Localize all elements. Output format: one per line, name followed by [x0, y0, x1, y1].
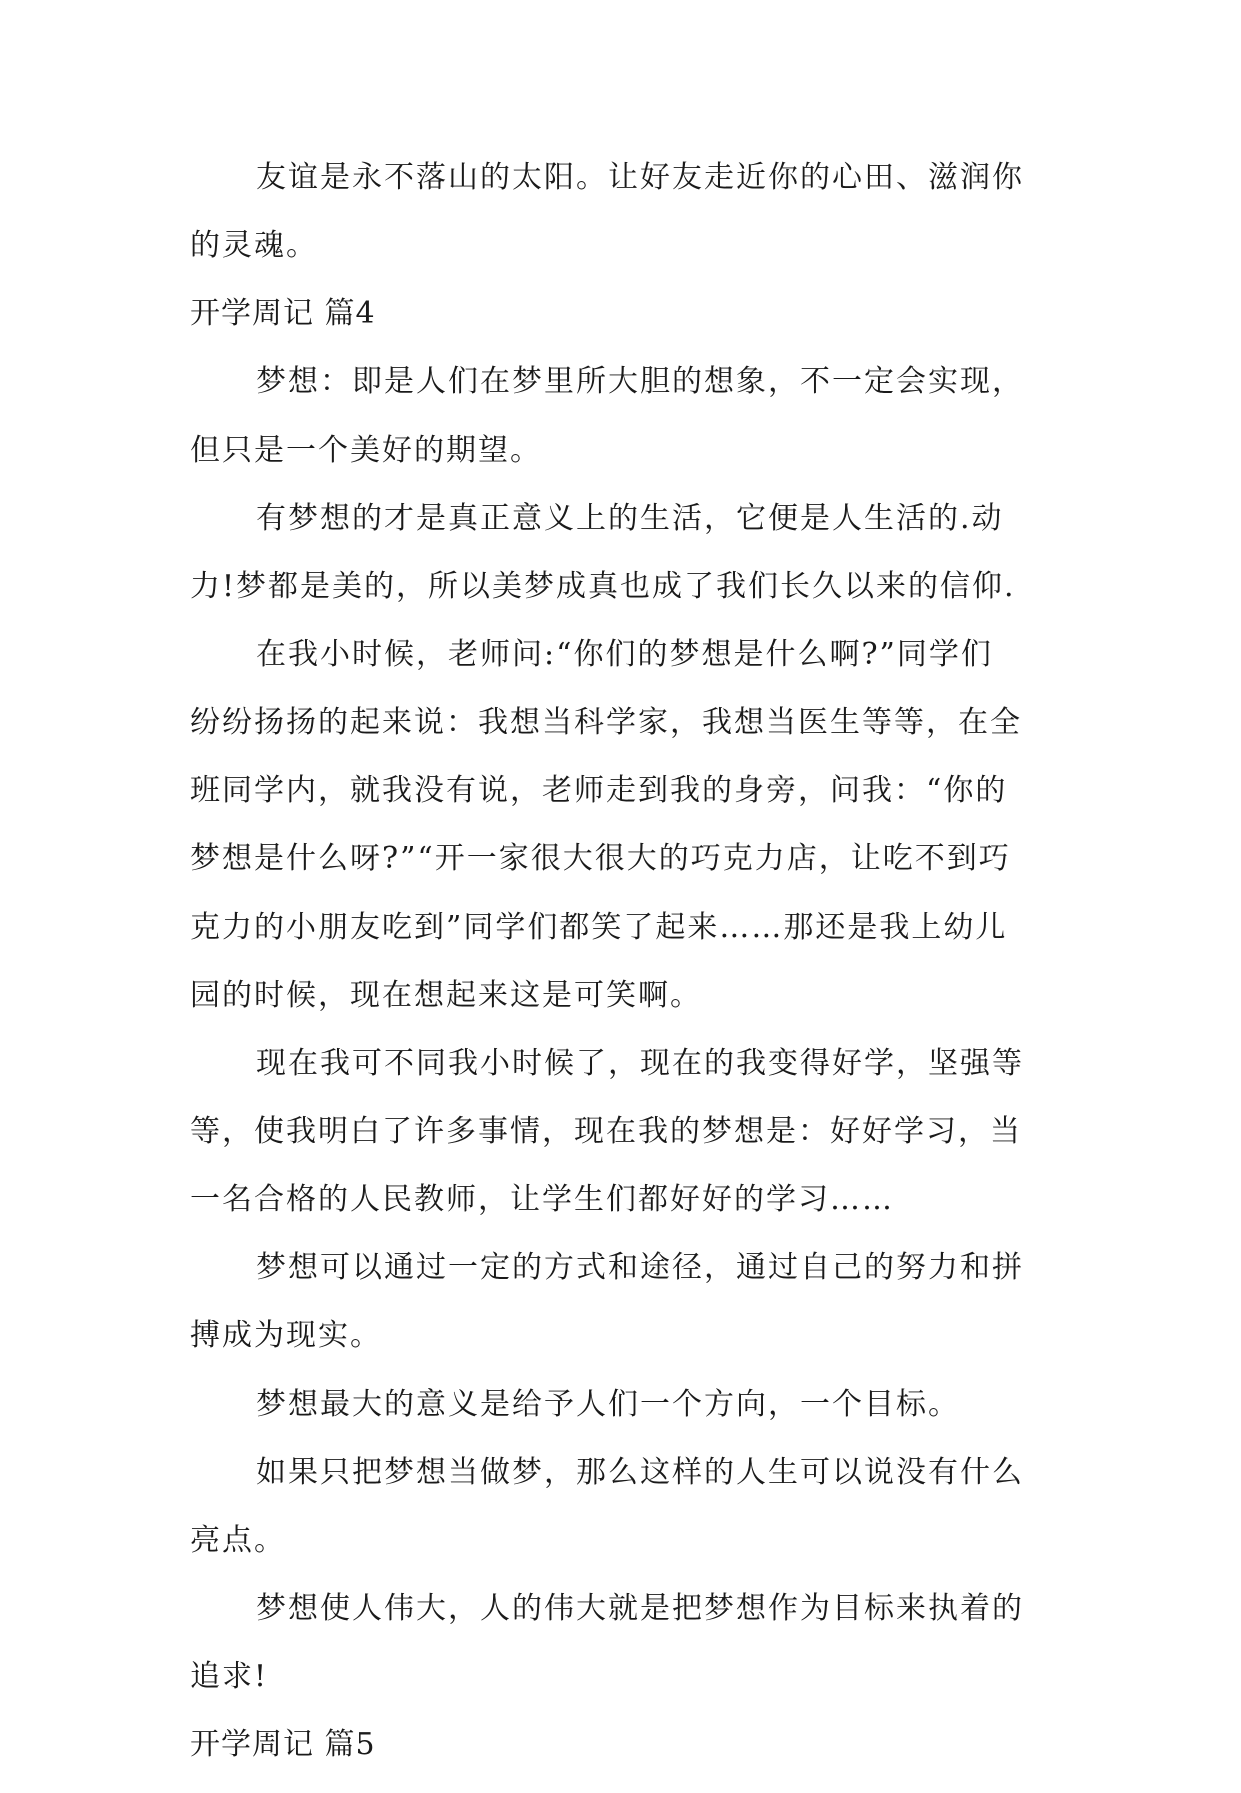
- paragraph-line: 但只是一个美好的期望。: [190, 432, 542, 468]
- section-heading: 开学周记 篇5: [190, 1727, 376, 1763]
- paragraph-line: 的灵魂。: [190, 228, 318, 264]
- paragraph-line: 克力的小朋友吃到”同学们都笑了起来……那还是我上幼儿: [190, 909, 1008, 945]
- document-body: [190, 158, 1056, 1793]
- paragraph-line: 力!梦都是美的，所以美梦成真也成了我们长久以来的信仰.: [190, 568, 1016, 604]
- paragraph-line: 园的时候，现在想起来这是可笑啊。: [190, 977, 702, 1013]
- paragraph-line: 纷纷扬扬的起来说：我想当科学家，我想当医生等等，在全: [190, 705, 1022, 741]
- paragraph-line: 有梦想的才是真正意义上的生活，它便是人生活的.动: [256, 500, 1004, 536]
- paragraph-line: 亮点。: [190, 1522, 286, 1558]
- paragraph-line: 搏成为现实。: [190, 1318, 382, 1354]
- paragraph-line: 追求!: [190, 1659, 269, 1695]
- paragraph-line: 一名合格的人民教师，让学生们都好好的学习……: [190, 1182, 894, 1218]
- paragraph-line: 梦想是什么呀?”“开一家很大很大的巧克力店，让吃不到巧: [190, 841, 1011, 877]
- paragraph-line: 等，使我明白了许多事情，现在我的梦想是：好好学习，当: [190, 1113, 1022, 1149]
- paragraph-line: 梦想：即是人们在梦里所大胆的想象，不一定会实现，: [256, 364, 1024, 400]
- paragraph-line: 现在我可不同我小时候了，现在的我变得好学，坚强等: [256, 1045, 1024, 1081]
- paragraph-line: 在我小时候，老师问:“你们的梦想是什么啊?”同学们: [256, 636, 993, 672]
- paragraph-line: 班同学内，就我没有说，老师走到我的身旁，问我：“你的: [190, 773, 1008, 809]
- paragraph-line: 梦想使人伟大，人的伟大就是把梦想作为目标来执着的: [256, 1590, 1024, 1626]
- section-heading: 开学周记 篇4: [190, 296, 376, 332]
- paragraph-line: 如果只把梦想当做梦，那么这样的人生可以说没有什么: [256, 1454, 1024, 1490]
- paragraph-line: 梦想最大的意义是给予人们一个方向，一个目标。: [256, 1386, 960, 1422]
- paragraph-line: 友谊是永不落山的太阳。让好友走近你的心田、滋润你: [256, 160, 1024, 195]
- paragraph-line: 梦想可以通过一定的方式和途径，通过自己的努力和拼: [256, 1250, 1024, 1286]
